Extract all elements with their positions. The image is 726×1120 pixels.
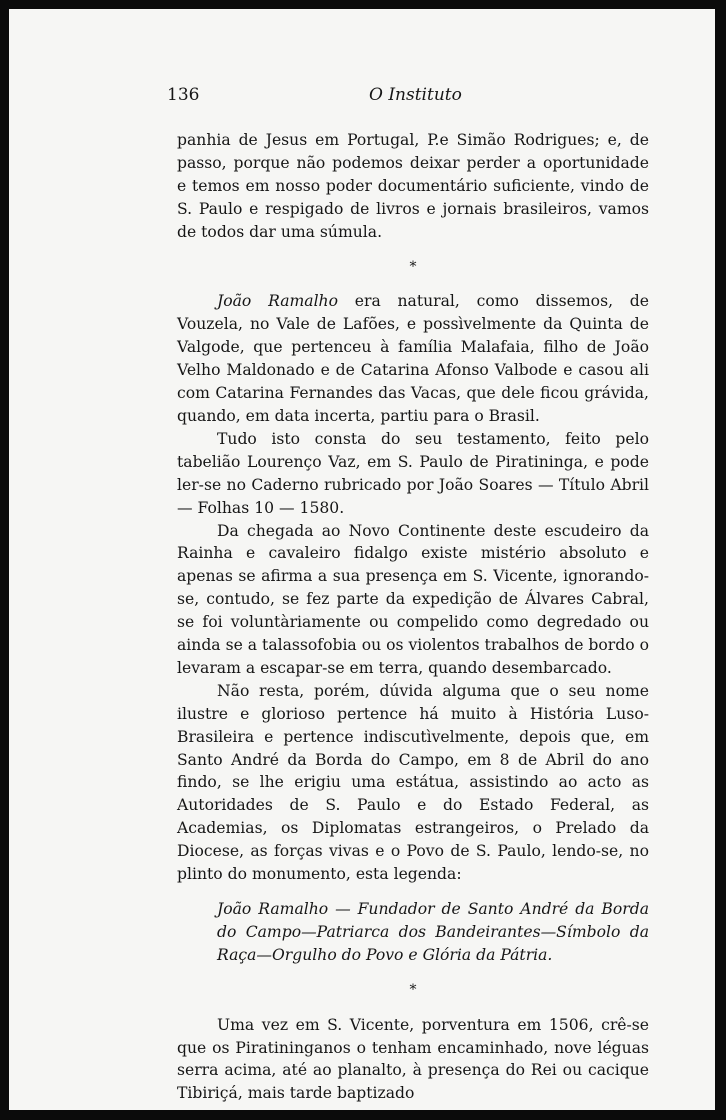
page-number: 136 bbox=[167, 85, 200, 105]
section-divider: * bbox=[409, 258, 417, 275]
paragraph-text: era natural, como dissemos, de Vouzela, no Vale de Lafões, e possìvelmente da Quinta de Valgode, que pertenceu à família Malafaia, filho de João Velho Maldonado e de Catarina Afonso Valbode e casou ali com Catarina Fernandes das Vacas, que dele ficou grávida, quando, em data incerta, partiu para o Brasil. bbox=[177, 292, 650, 425]
paragraph bbox=[177, 290, 649, 427]
paragraph: Da chegada ao Novo Continente deste escudeiro da Rainha e cavaleiro fidalgo existe mistério absoluto e apenas se afirma a sua presença em S. Vicente, ignorando-se, contudo, se fez parte da expedição de Álvares Cabral, se foi voluntàriamente ou compelido como degredado ou ainda se a talassofobia ou os violentos trabalhos de bordo o levaram a escapar-se em terra, quando desembarcado. bbox=[177, 521, 649, 677]
monument-legend: João Ramalho — Fundador de Santo André da Borda do Campo—Patriarca dos Bandeirantes—Símbolo da Raça—Orgulho do Povo e Glória da Pátria. bbox=[217, 900, 649, 964]
paragraph: Tudo isto consta do seu testamento, feito pelo tabelião Lourenço Vaz, em S. Paulo de Piratininga, e pode ler-se no Caderno rubricado por João Soares — Título Abril — Folhas 10 — 1580. bbox=[177, 429, 649, 517]
section-divider: * bbox=[409, 981, 417, 998]
body-text bbox=[177, 129, 649, 1105]
book-page bbox=[9, 9, 715, 1110]
person-name: João Ramalho bbox=[217, 292, 338, 311]
paragraph: panhia de Jesus em Portugal, P.e Simão Rodrigues; e, de passo, porque não podemos deixar perder a oportunidade e temos em nosso poder documentário suficiente, vindo de S. Paulo e respigado de livros e jornais brasileiros, vamos de todos dar uma súmula. bbox=[177, 131, 649, 241]
running-title: O Instituto bbox=[369, 85, 462, 105]
paragraph: Não resta, porém, dúvida alguma que o seu nome ilustre e glorioso pertence há muito à História Luso-Brasileira e pertence indiscutìvelmente, depois que, em Santo André da Borda do Campo, em 8 de Abril do ano findo, se lhe erigiu uma estátua, assistindo ao acto as Autoridades de S. Paulo e do Estado Federal, as Academias, os Diplomatas estrangeiros, o Prelado da Diocese, as forças vivas e o Povo de S. Paulo, lendo-se, no plinto do monumento, esta legenda: bbox=[177, 681, 649, 884]
paragraph: Uma vez em S. Vicente, porventura em 1506, crê-se que os Piratininganos o tenham encaminhado, nove léguas serra acima, até ao planalto, à presença do Rei ou cacique Tibiriçá, mais tarde baptizado bbox=[177, 1015, 649, 1103]
